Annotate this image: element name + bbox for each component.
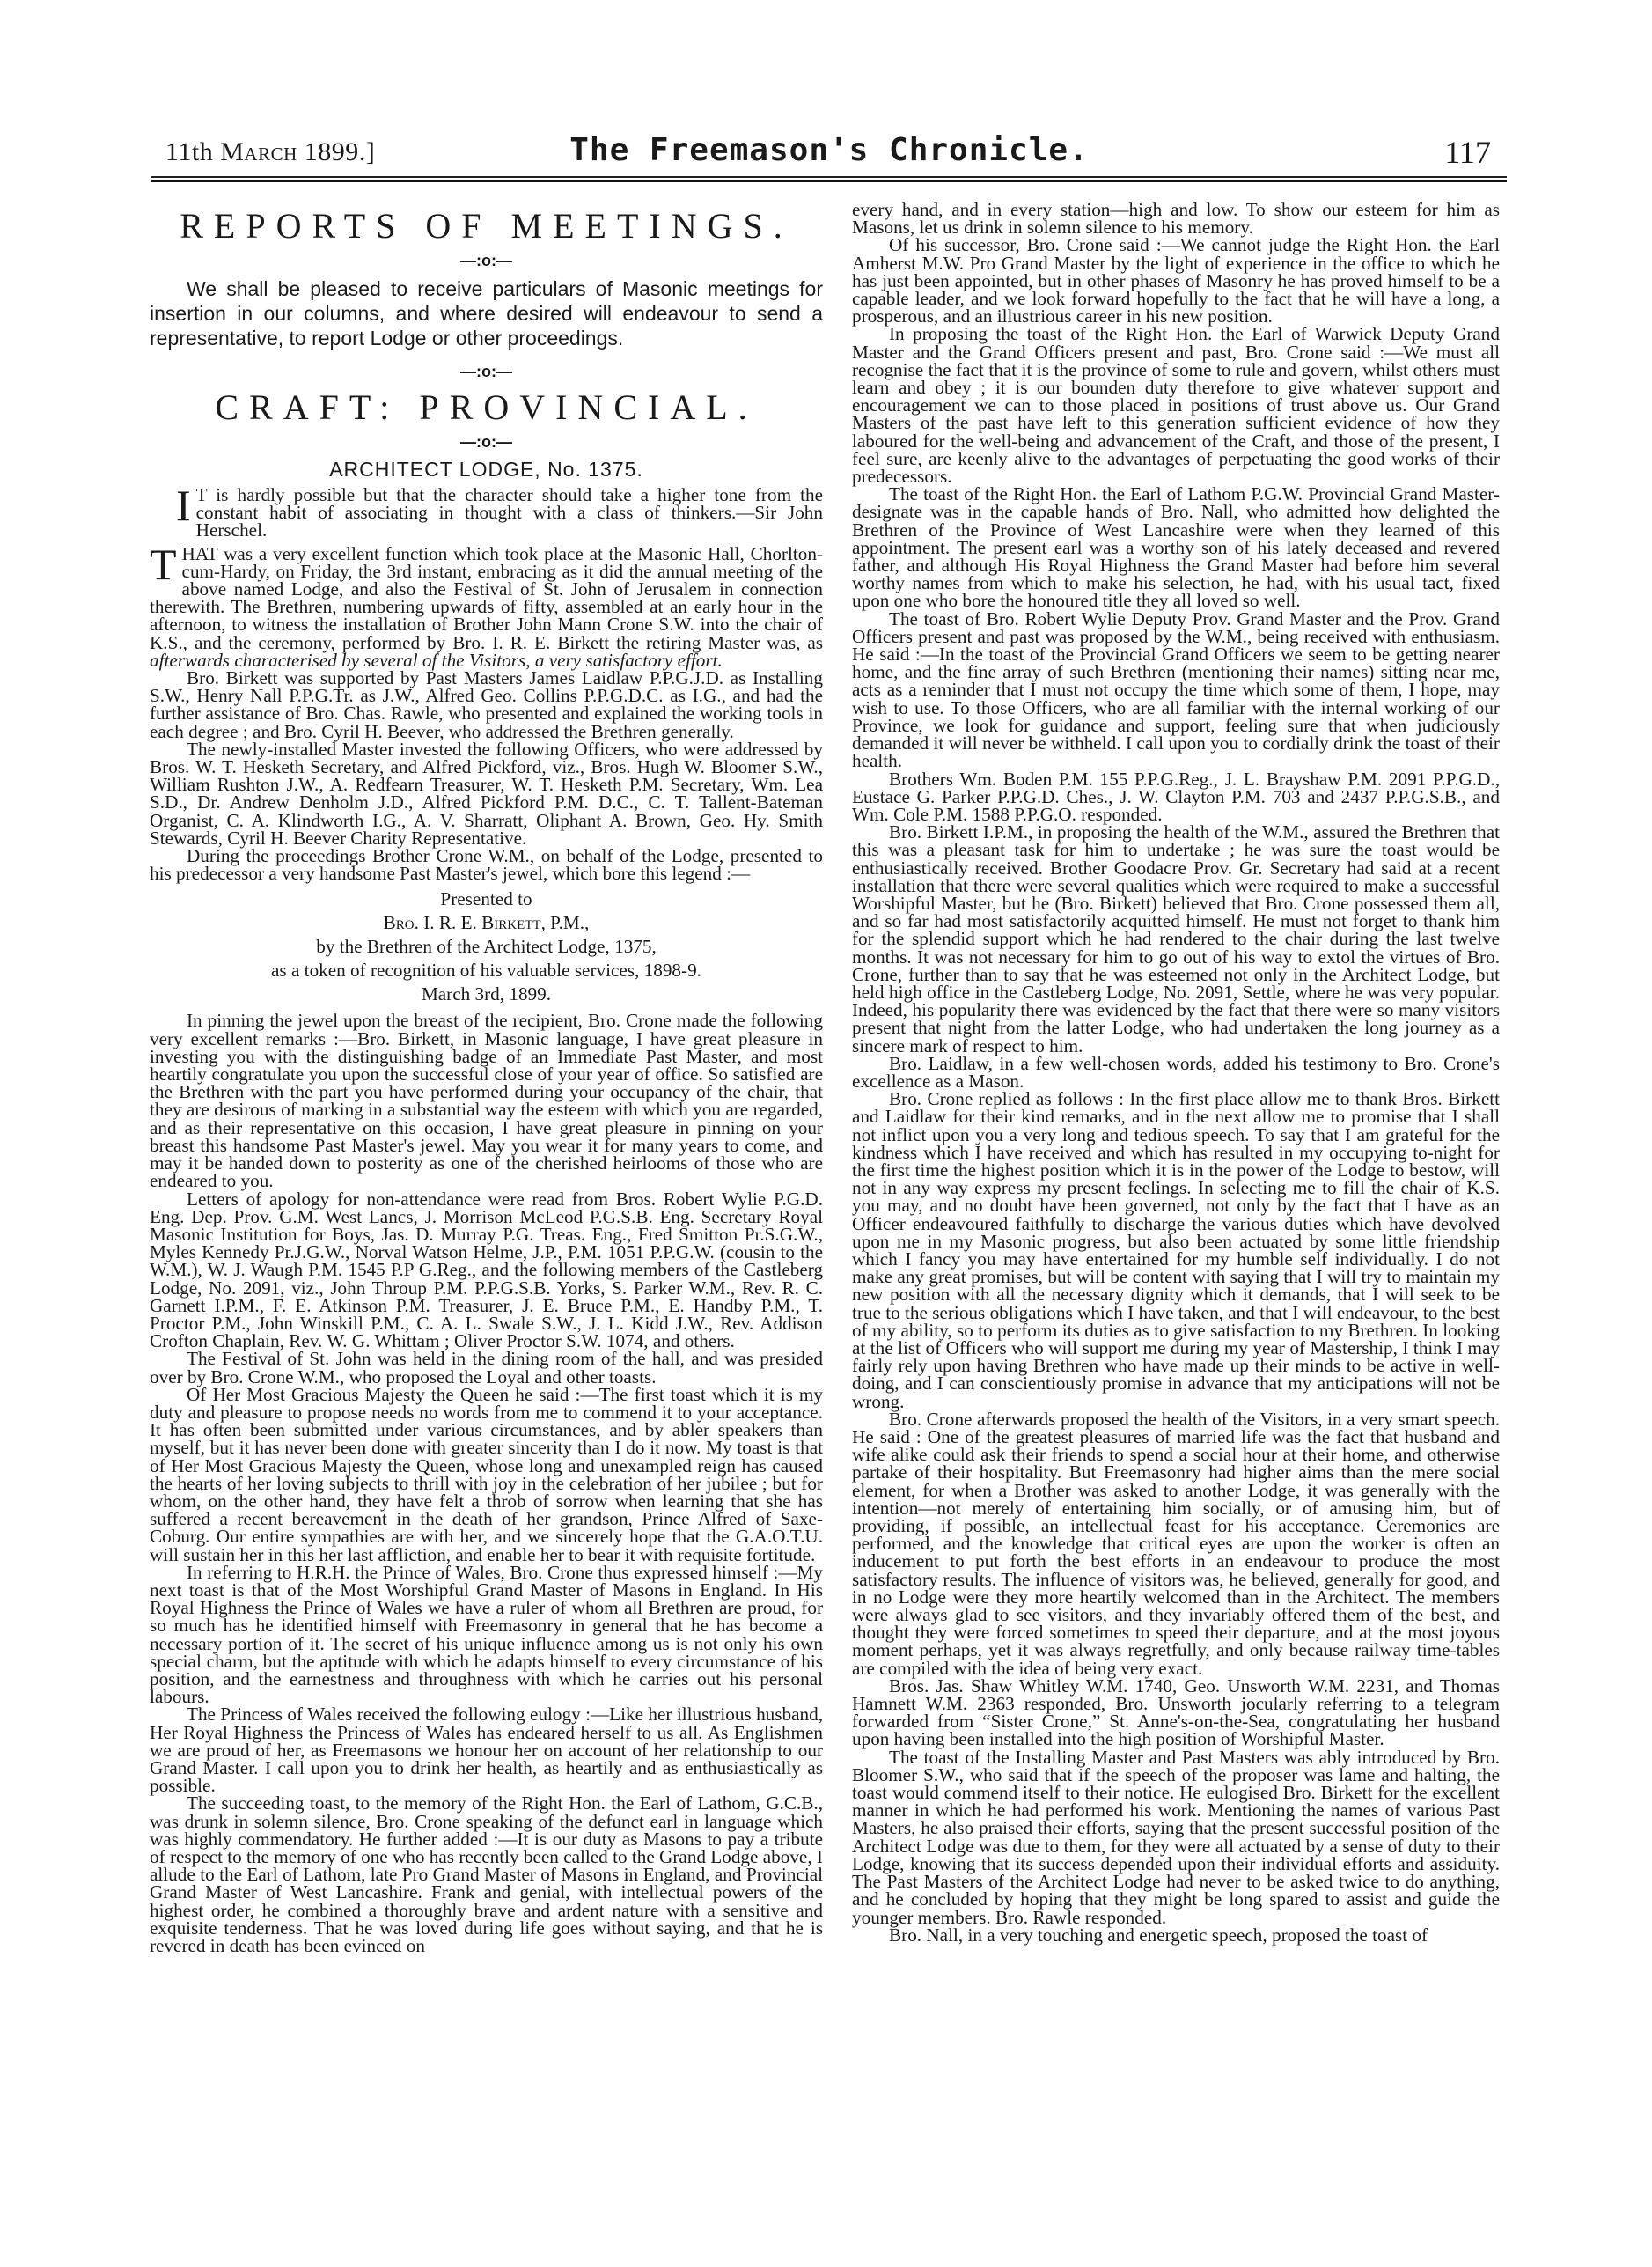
- publication-title: The Freemason's Chronicle.: [569, 132, 1089, 168]
- article-paragraph: In pinning the jewel upon the breast of the recipient, Bro. Crone made the following very excellent remarks :—Bro. Birkett, in Masonic language, I have great pleasure in investing you with the distinguishing badge of an Immediate Past Master, and most heartily congratulate you upon the successful close of your year of office. So satisfied are the Brethren with the part you have performed during your occupancy of the chair, that they are desirous of marking in a substantial way the esteem with which you are regarded, and as their representative on this occasion, I have great pleasure in pinning on your breast this handsome Past Master's jewel. May you wear it for many years to come, and may it be handed down to posterity as one of the cherished heirlooms of those who are endeared to you.: [150, 1010, 823, 1192]
- article-paragraph: The newly-installed Master invested the following Officers, who were addressed by Bros. W. T. Hesketh Secretary, and Alfred Pickford, viz., Bros. Hugh W. Bloomer S.W., William Rushton J.W., A. Redfearn Treasurer, W. T. Hesketh P.M. Secretary, Wm. Lea S.D., Dr. Andrew Denholm J.D., Alfred Pickford P.M. D.C., C. T. Tallent-Bateman Organist, C. A. Klindworth I.G., A. V. Sharratt, Oliphant A. Brown, Geo. Hy. Smith Stewards, Cyril H. Beever Charity Representative.: [150, 738, 823, 849]
- separator: —:o:—: [460, 433, 512, 451]
- legend-line: Presented to: [440, 888, 532, 910]
- article-paragraph: In proposing the toast of the Right Hon. the Earl of Warwick Deputy Grand Master and the Grand Officers present and past, Bro. Crone said :—We must all recognise the fact that it is the province of some to rule and govern, whilst others must learn and obey ; it is our bounden duty therefore to give whatever support and encouragement we can to those placed in positions of trust above us. Our Grand Masters of the past have left to this generation sufficient evidence of how they laboured for the well-being and advancement of the Craft, and those of the present, I feel sure, are keenly alive to the advantages of perpetuating the good works of their predecessors.: [852, 323, 1500, 488]
- craft-provincial-title: CRAFT: PROVINCIAL.: [215, 387, 758, 427]
- date-day: 11th: [165, 137, 214, 166]
- legend-recipient-suffix: , P.M.,: [540, 912, 590, 934]
- separator: —:o:—: [460, 363, 512, 380]
- legend-line: as a token of recognition of his valuable services, 1898-9.: [271, 960, 701, 982]
- article-paragraph: In referring to H.R.H. the Prince of Wales, Bro. Crone thus expressed himself :—My next toast is that of the Most Worshipful Grand Master of Masons in England. In His Royal Highness the Prince of Wales we have a ruler of whom all Brethren are proud, for so much has he identified himself with Freemasonry in general that he has become a necessary portion of it. The secret of his unique influence among us is not only his own special charm, but the aptitude with which he adapts himself to every circumstance of his position, and the earnestness and throughness with which he carries out his personal labours.: [150, 1561, 823, 1708]
- epigraph-text: T is hardly possible but that the character should take a higher tone from the constant habit of associating in thought with a class of thinkers.—Sir John Herschel.: [195, 484, 823, 541]
- article-paragraph: The Princess of Wales received the following eulogy :—Like her illustrious husband, Her Royal Highness the Princess of Wales has endeared herself to us all. As Englishmen we are proud of her, as Freemasons we honour her on account of her relationship to our Grand Master. I call upon you to drink her health, as heartily and as enthusiastically as possible.: [150, 1704, 823, 1797]
- article-paragraph: The succeeding toast, to the memory of the Right Hon. the Earl of Lathom, G.C.B., was drunk in solemn silence, Bro. Crone speaking of the defunct earl in language which was highly commendatory. He further added :—It is our duty as Masons to pay a tribute of respect to the memory of one who has recently been called to the Grand Lodge above, I allude to the Earl of Lathom, late Pro Grand Master of Masons in England, and Provincial Grand Master of West Lancashire. Frank and genial, with intellectual powers of the highest order, he combined a thoroughly brave and ardent nature with a sensitive and exquisite tenderness. That he was loved during life goes without saying, and that he is revered in death has been evinced on: [150, 1792, 823, 1957]
- article-paragraph: Of Her Most Gracious Majesty the Queen he said :—The first toast which it is my duty and pleasure to propose needs no words from me to commend it to your acceptance. It has often been submitted under various circumstances, and by abler speakers than myself, but it has never been done with greater sincerity than I do it now. My toast is that of Her Most Gracious Majesty the Queen, whose long and unexampled reign has caused the hearts of her loving subjects to thrill with joy in the celebration of her jubilee ; but for whom, on the other hand, they have felt a throb of sorrow when learning that she has suffered a recent bereavement in the death of her grandson, Prince Alfred of Saxe-Coburg. Our entire sympathies are with her, and we sincerely hope that the G.A.O.T.U. will sustain her in this her last affliction, and enable her to bear it with requisite fortitude.: [150, 1383, 823, 1565]
- article-paragraph: Letters of apology for non-attendance were read from Bros. Robert Wylie P.G.D. Eng. Dep. Prov. G.M. West Lancs, J. Morrison McLeod P.G.S.B. Eng. Secretary Royal Masonic Institution for Boys, Jas. D. Murray P.G. Treas. Eng., Fred Smitton Pr.S.G.W., Myles Kennedy Pr.J.G.W., Norval Watson Helme, J.P., P.M. 1051 P.P.G.W. (cousin to the W.M.), W. J. Waugh P.M. 1545 P.P G.Reg., and the following members of the Castleberg Lodge, No. 2091, viz., John Throup P.M. P.P.G.S.B. Yorks, S. Parker W.M., Rev. R. C. Garnett I.P.M., F. E. Atkinson P.M. Treasurer, J. E. Bruce P.M., E. Handby P.M., T. Proctor P.M., John Winskill P.M., C. A. L. Swale S.W., J. L. Kidd J.W., Rev. Addison Crofton Chaplain, Rev. W. G. Whittam ; Oliver Proctor S.W. 1074, and others.: [150, 1188, 823, 1352]
- continued-paragraph: every hand, and in every station—high and low. To show our esteem for him as Masons, let us drink in solemn silence to his memory.: [852, 199, 1500, 239]
- page-number: 117: [1444, 135, 1491, 170]
- intro-paragraph: [150, 539, 823, 671]
- date-year: 1899.]: [304, 137, 376, 166]
- article-paragraph: The toast of the Right Hon. the Earl of Lathom P.G.W. Provincial Grand Master-designate was in the capable hands of Bro. Nall, who admitted how delighted the Brethren of the Province of West Lancashire were when they learned of this appointment. The present earl was a worthy son of his lately deceased and revered father, and although His Royal Highness the Grand Master had before him several worthy names from which to make his selection, he had, with his usual tact, fixed upon one who bore the honoured title they all loved so well.: [852, 483, 1500, 612]
- editorial-notice: We shall be pleased to receive particulars of Masonic meetings for insertion in our columns, and where desired will endeavour to send a representative, to report Lodge or other proceedings.: [150, 277, 823, 350]
- intro-italic-text: afterwards characterised by several of the Visitors, a very satisfactory effort.: [150, 649, 723, 671]
- page-header: [151, 130, 1507, 181]
- intro-text: HAT was a very excellent function which took place at the Masonic Hall, Chorlton-cum-Hardy, on Friday, the 3rd instant, embracing as it did the annual meeting of the above named Lodge, and also the Festival of St. John of Jerusalem in connection therewith. The Brethren, numbering upwards of fifty, assembled at an early hour in the afternoon, to witness the installation of Brother John Mann Crone S.W. into the chair of K.S., and the ceremony, performed by Bro. I. R. E. Birkett the retiring Master was, as: [150, 542, 823, 653]
- right-column: [852, 201, 1500, 1944]
- article-paragraph: Bro. Nall, in a very touching and energetic speech, proposed the toast of: [889, 1924, 1428, 1946]
- article-paragraph: The toast of the Installing Master and Past Masters was ably introduced by Bro. Bloomer S.W., who said that if the speech of the proposer was lame and halting, the toast would commend itself to their notice. He eulogised Bro. Birkett for the excellent manner in which he had performed his work. Mentioning the names of various Past Masters, he also praised their efforts, saying that the present successful position of the Architect Lodge was due to them, for they were all actuated by a sense of duty to their Lodge, knowing that its success depended upon their individual efforts and assiduity. The Past Masters of the Architect Lodge had never to be asked twice to do anything, and he concluded by hoping that they might be long spared to assist and guide the younger members. Bro. Rawle responded.: [852, 1746, 1500, 1928]
- article-paragraph: Bros. Jas. Shaw Whitley W.M. 1740, Geo. Unsworth W.M. 2231, and Thomas Hamnett W.M. 2363 responded, Bro. Unsworth jocularly referring to a telegram forwarded from “Sister Crone,” St. Anne's-on-the-Sea, congratulating her husband upon having been installed into the high position of Worshipful Master.: [852, 1674, 1500, 1750]
- header-rule: [151, 176, 1507, 182]
- article-paragraph: Bro. Crone afterwards proposed the health of the Visitors, in a very smart speech. He said : One of the greatest pleasures of married life was the fact that husband and wife alike could ask their friends to spend a social hour at their home, and otherwise partake of their hospitality. But Freemasonry had higher aims than the mere social element, for when a Brother was asked to another Lodge, it was generally with the intention—not merely of entertaining him socially, or of amusing him, but of providing, if possible, an intellectual feast for his acceptance. Ceremonies are performed, and the knowledge that critical eyes are upon the worker is often an inducement to put forth the best efforts in an endeavour to produce the most satisfactory results. The influence of visitors was, he believed, generally for good, and in no Lodge were they more heartily welcomed than in the Architect. The members were always glad to see visitors, and they invariably offered them of the best, and thought they were forced sometimes to speed their departure, and at the most joyous moment perhaps, yet it was always regretfully, and only because railway time-tables are compiled with the idea of being very exact.: [852, 1408, 1500, 1679]
- legend-line: March 3rd, 1899.: [421, 983, 552, 1005]
- left-column: [150, 201, 823, 1957]
- reports-title: REPORTS OF MEETINGS.: [180, 206, 793, 246]
- intro-dropcap: T: [150, 539, 177, 589]
- article-paragraph: Bro. Crone replied as follows : In the first place allow me to thank Bros. Birkett and Laidlaw for their kind remarks, and in the next allow me to promise that I shall not inflict upon you a very long and tedious speech. To say that I am grateful for the kindness which I have received and which has resulted in my occupying to-night for the first time the highest position which it is in the power of the Lodge to bestow, will not in any way express my present feelings. In selecting me to fill the chair of K.S. you may, and no doubt have been governed, not only by the fact that I have as an Officer endeavoured faithfully to discharge the various duties which have devolved upon me in my Masonic progress, but also been actuated by some little friendship which I fancy you may have entertained for my humble self individually. I do not make any great promises, but will be content with saying that I will try to maintain my new position with all the necessary dignity which it demands, that I will seek to be true to the serious obligations which I have taken, and that I will endeavour, to the best of my ability, so to perform its duties as to give satisfaction to my Brethren. In looking at the list of Officers who will support me during my year of Mastership, I think I may fairly rely upon having Brethren who have made up their minds to be active in well-doing, and I can conscientiously promise in advance that my anticipations will not be wrong.: [852, 1088, 1500, 1412]
- date-month: March: [220, 137, 297, 166]
- article-paragraph: Bro. Birkett I.P.M., in proposing the health of the W.M., assured the Brethren that this was a pleasant task for him to undertake ; he was sure the toast would be enthusiastically received. Brother Goodacre Prov. Gr. Secretary had said at a recent installation that there were several qualities which were required to make a successful Worshipful Master, but he (Bro. Birkett) believed that Bro. Crone possessed them all, and so far had most satisfactorily acquitted himself. He must not forget to thank him for the splendid support which he had rendered to the chair during the last twelve months. It was not necessary for him to go out of his way to extol the virtues of Bro. Crone, further than to say that he was esteemed not only in the Architect Lodge, but held high office in the Castleberg Lodge, No. 2091, Settle, where he was very popular. Indeed, his popularity there was evidenced by the fact that there were so many visitors present that night from the latter Lodge, who had undertaken the long journey as a sincere mark of respect to him.: [852, 821, 1500, 1056]
- lodge-title: ARCHITECT LODGE, No. 1375.: [329, 458, 643, 481]
- legend-line: by the Brethren of the Architect Lodge, 1375,: [316, 936, 657, 958]
- article-paragraph: Bro. Laidlaw, in a few well-chosen words, added his testimony to Bro. Crone's excellence as a Mason.: [852, 1052, 1500, 1092]
- legend-line: [150, 911, 823, 935]
- epigraph-dropcap: I: [176, 481, 191, 530]
- article-paragraph: Bro. Birkett was supported by Past Masters James Laidlaw P.P.G.J.D. as Installing S.W., Henry Nall P.P.G.Tr. as J.W., Alfred Geo. Collins P.P.G.D.C. as I.G., and had the further assistance of Bro. Chas. Rawle, who presented and explained the working tools in each degree ; and Bro. Cyril H. Beever, who addressed the Brethren generally.: [150, 667, 823, 742]
- article-paragraph: The toast of Bro. Robert Wylie Deputy Prov. Grand Master and the Prov. Grand Officers present and past was proposed by the W.M., being received with enthusiasm. He said :—In the toast of the Provincial Grand Officers we seem to be getting nearer home, and the fine array of such Brethren (mentioning their names) sitting near me, acts as a reminder that I must not occupy the time which some of them, I hope, may wish to use. To those Officers, who are all familiar with the internal working of our Province, we look for guidance and support, feeling sure that when judiciously demanded it will never be withheld. I call upon you to cordially drink the toast of their health.: [852, 607, 1500, 772]
- epigraph: [150, 481, 823, 541]
- article-paragraph: Brothers Wm. Boden P.M. 155 P.P.G.Reg., J. L. Brayshaw P.M. 2091 P.P.G.D., Eustace G. Parker P.P.G.D. Ches., J. W. Clayton P.M. 703 and 2437 P.P.G.S.B., and Wm. Cole P.M. 1588 P.P.G.O. responded.: [852, 768, 1500, 825]
- jewel-legend: [150, 887, 823, 1006]
- separator: —:o:—: [460, 252, 512, 269]
- article-paragraph: Of his successor, Bro. Crone said :—We cannot judge the Right Hon. the Earl Amherst M.W. Pro Grand Master by the light of experience in the office to which he has just been appointed, but in other phases of Masonry he has proved himself to be a capable leader, and we look forward hopefully to the fact that he will have a long, a prosperous, and an illustrious career in his new position.: [852, 234, 1500, 328]
- legend-recipient: Bro. I. R. E. Birkett: [383, 912, 541, 934]
- article-paragraph: The Festival of St. John was held in the dining room of the hall, and was presided over by Bro. Crone W.M., who proposed the Loyal and other toasts.: [150, 1348, 823, 1387]
- article-paragraph: During the proceedings Brother Crone W.M., on behalf of the Lodge, presented to his predecessor a very handsome Past Master's jewel, which bore this legend :—: [150, 845, 823, 885]
